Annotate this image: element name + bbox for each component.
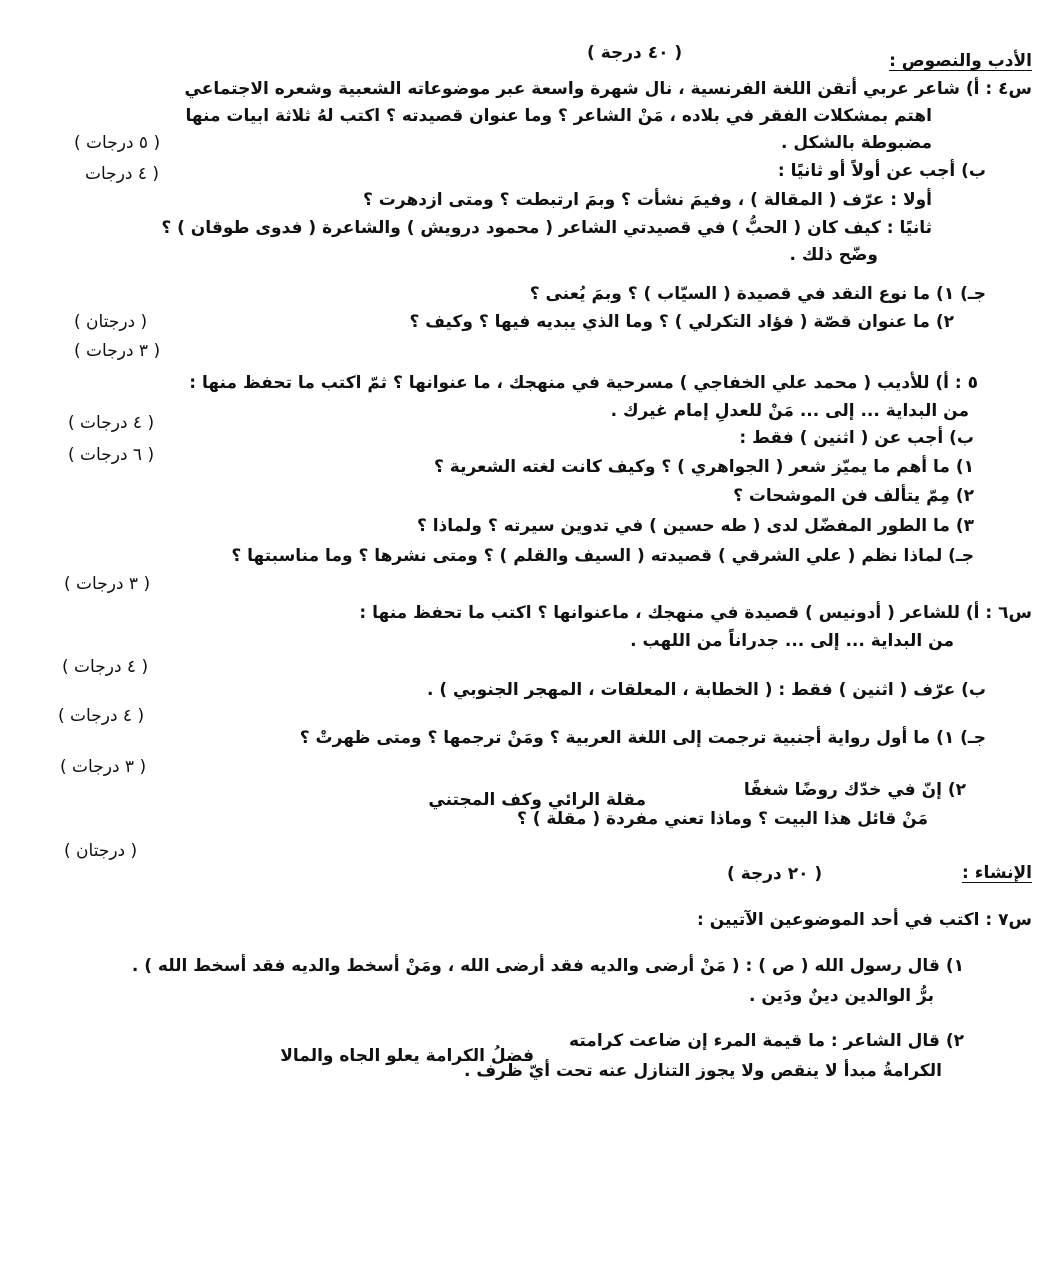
- q6-a-line-2: من البداية ... إلى ... جدراناً من اللهب .: [630, 631, 954, 651]
- q4-b-marks: ( ٤ درجات: [85, 164, 160, 184]
- q4-b-first: أولا : عرّف ( المقالة ) ، وفيمَ نشأت ؟ وبمَ ارتبطت ؟ ومتى ازدهرت ؟: [363, 190, 932, 210]
- q6-c1-marks: ( ٣ درجات ): [60, 757, 147, 777]
- q4-b-second-cont: وضّح ذلك .: [789, 245, 878, 265]
- q7-topic-2-line-2: الكرامةُ مبدأ لا ينقص ولا يجوز التنازل عنه تحت أيّ ظرف .: [464, 1061, 942, 1081]
- q4-c2-marks: ( ٣ درجات ): [74, 341, 161, 361]
- literature-total-marks: ( ٤٠ درجة ): [587, 43, 683, 63]
- q5-b-line-1: ب) أجب عن ( اثنين ) فقط :: [739, 428, 974, 448]
- q7-topic-1-line-1: ١) قال رسول الله ( ص ) : ( مَنْ أرضى والديه فقد أرضى الله ، ومَنْ أسخط والديه فقد أسخط الله ) .: [131, 956, 964, 976]
- q7-line-1: س٧ : اكتب في أحد الموضوعين الآتيين :: [696, 910, 1032, 930]
- q6-b-line-1: ب) عرّف ( اثنين ) فقط : ( الخطابة ، المعلقات ، المهجر الجنوبي ) .: [426, 680, 986, 700]
- q4-c1-marks: ( درجتان ): [74, 312, 148, 332]
- q6-b-marks: ( ٤ درجات ): [58, 706, 145, 726]
- q4-a-marks: ( ٥ درجات ): [74, 133, 161, 153]
- q4-a-line-1: س٤ : أ) شاعر عربي أتقن اللغة الفرنسية ، نال شهرة واسعة عبر موضوعاته الشعبية وشعره الاجتماعي: [184, 79, 1032, 99]
- q5-a-line-1: ٥ : أ) للأديب ( محمد علي الخفاجي ) مسرحية في منهجك ، ما عنوانها ؟ ثمّ اكتب ما تحفظ منها :: [189, 373, 978, 393]
- q7-topic-2-line-1: ٢) قال الشاعر : ما قيمة المرء إن ضاعت كرامته: [569, 1031, 964, 1051]
- q5-b-marks: ( ٦ درجات ): [68, 445, 155, 465]
- q5-b-item-1: ١) ما أهم ما يميّز شعر ( الجواهري ) ؟ وكيف كانت لغته الشعرية ؟: [433, 457, 974, 477]
- q4-c-line-2: ٢) ما عنوان قصّة ( فؤاد التكرلي ) ؟ وما الذي يبديه فيها ؟ وكيف ؟: [409, 312, 954, 332]
- q7-topic-1-line-2: برُّ الوالدين دينٌ ودَين .: [748, 986, 934, 1006]
- q5-c-marks: ( ٣ درجات ): [64, 574, 151, 594]
- q4-c-line-1: جـ) ١) ما نوع النقد في قصيدة ( السيّاب ) ؟ وبمَ يُعنى ؟: [529, 284, 986, 304]
- q6-a-line-1: س٦ : أ) للشاعر ( أدونيس ) قصيدة في منهجك ، ماعنوانها ؟ اكتب ما تحفظ منها :: [359, 603, 1032, 623]
- q6-a-marks: ( ٤ درجات ): [62, 657, 149, 677]
- composition-heading: الإنشاء :: [962, 863, 1032, 883]
- q7-topic-2-verse-second: فضلُ الكرامة يعلو الجاه والمالا: [280, 1046, 534, 1066]
- q6-c-line-1: جـ) ١) ما أول رواية أجنبية ترجمت إلى اللغة العربية ؟ ومَنْ ترجمها ؟ ومتى ظهرتْ ؟: [299, 728, 986, 748]
- q5-c-line-1: جـ) لماذا نظم ( علي الشرقي ) قصيدته ( السيف والقلم ) ؟ ومتى نشرها ؟ وما مناسبتها ؟: [231, 546, 974, 566]
- q6-c2-verse-first: ٢) إنّ في خدّك روضًا شغفًا: [743, 780, 966, 800]
- q6-c2-marks: ( درجتان ): [64, 841, 138, 861]
- q6-c2-line-2: مَنْ قائل هذا البيت ؟ وماذا تعني مفردة ( مقلة ) ؟: [516, 809, 928, 829]
- q4-b-line-1: ب) أجب عن أولاً أو ثانيًا :: [777, 161, 986, 181]
- q5-a-line-2: من البداية ... إلى ... مَنْ للعدلِ إمام غيرك .: [610, 401, 969, 421]
- q5-b-item-3: ٣) ما الطور المفضّل لدى ( طه حسين ) في تدوين سيرته ؟ ولماذا ؟: [416, 516, 974, 536]
- q4-a-line-3: مضبوطة بالشكل .: [781, 133, 932, 153]
- q6-c2-verse-second: مقلة الرائي وكف المجتني: [428, 790, 646, 810]
- literature-heading: الأدب والنصوص :: [889, 51, 1032, 71]
- q5-a-marks: ( ٤ درجات ): [68, 413, 155, 433]
- composition-total-marks: ( ٢٠ درجة ): [727, 864, 823, 884]
- q4-a-line-2: اهتم بمشكلات الفقر في بلاده ، مَنْ الشاعر ؟ وما عنوان قصيدته ؟ اكتب لهُ ثلاثة ابيات منها: [185, 106, 932, 126]
- q5-b-item-2: ٢) مِمّ يتألف فن الموشحات ؟: [733, 486, 974, 506]
- q4-b-second: ثانيًا : كيف كان ( الحبُّ ) في قصيدتي الشاعر ( محمود درويش ) والشاعرة ( فدوى طوقان ) ؟: [161, 218, 932, 238]
